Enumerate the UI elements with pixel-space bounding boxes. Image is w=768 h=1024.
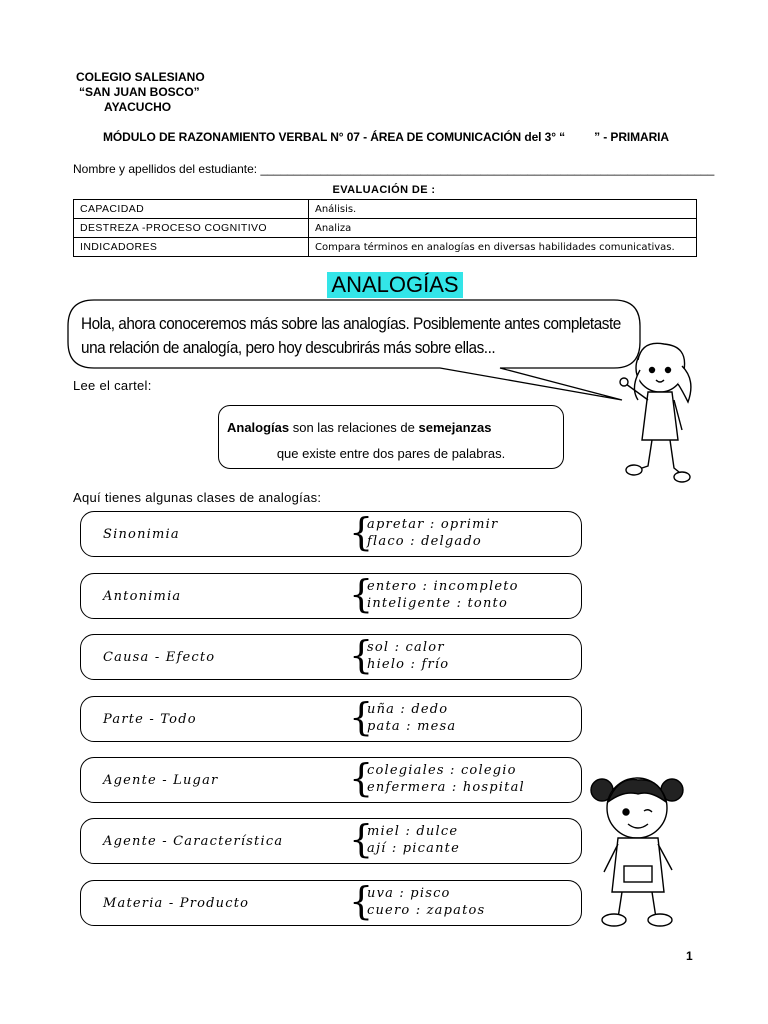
evaluation-heading: EVALUACIÓN DE :	[332, 184, 436, 196]
poster-line-1: Analogías son las relaciones de semejanzas	[227, 420, 492, 435]
example-2: ají : picante	[367, 841, 460, 856]
example-1: miel : dulce	[367, 824, 459, 839]
example-1: colegiales : colegio	[367, 763, 517, 778]
speech-bubble-text: Hola, ahora conoceremos más sobre las analogías. Posiblemente antes completaste una relación de analogía, pero hoy descubrirás más sobre ellas...	[81, 315, 621, 357]
class-name: Agente - Lugar	[103, 773, 219, 788]
table-value: Análisis.	[309, 200, 697, 219]
analogy-class-row	[80, 511, 582, 557]
table-key: INDICADORES	[74, 238, 309, 257]
school-name: COLEGIO SALESIANO	[76, 70, 205, 84]
school-city: AYACUCHO	[104, 100, 172, 114]
girl-illustration	[612, 340, 702, 490]
brace-icon: {	[349, 633, 374, 677]
brace-icon: {	[349, 817, 374, 861]
example-2: pata : mesa	[367, 719, 457, 734]
class-name: Materia - Producto	[103, 896, 250, 911]
analogy-class-row	[80, 757, 582, 803]
example-1: uña : dedo	[367, 702, 449, 717]
example-2: hielo : frío	[367, 657, 450, 672]
brace-icon: {	[349, 756, 374, 800]
brace-icon: {	[349, 510, 374, 554]
brace-icon: {	[349, 695, 374, 739]
example-1: sol : calor	[367, 640, 445, 655]
module-title: MÓDULO DE RAZONAMIENTO VERBAL N° 07 - ÁREA DE COMUNICACIÓN del 3° “ ” - PRIMARIA	[103, 130, 669, 144]
classes-intro: Aquí tienes algunas clases de analogías:	[73, 490, 322, 505]
page-number: 1	[686, 949, 693, 963]
table-key: DESTREZA -PROCESO COGNITIVO	[74, 219, 309, 238]
example-1: uva : pisco	[367, 886, 451, 901]
class-name: Parte - Todo	[103, 712, 197, 727]
class-name: Sinonimia	[103, 527, 180, 542]
example-2: enfermera : hospital	[367, 780, 525, 795]
table-value: Compara términos en analogías en diversas habilidades comunicativas.	[309, 238, 697, 257]
table-key: CAPACIDAD	[74, 200, 309, 219]
read-prompt: Lee el cartel:	[73, 378, 152, 393]
analogy-class-row	[80, 880, 582, 926]
class-name: Antonimia	[103, 589, 182, 604]
example-1: apretar : oprimir	[367, 517, 499, 532]
brace-icon: {	[349, 879, 374, 923]
class-name: Agente - Característica	[103, 834, 284, 849]
table-value: Analiza	[309, 219, 697, 238]
analogy-class-row	[80, 818, 582, 864]
example-2: inteligente : tonto	[367, 596, 508, 611]
example-2: cuero : zapatos	[367, 903, 486, 918]
poster-line-2: que existe entre dos pares de palabras.	[276, 446, 506, 461]
analogy-class-row	[80, 696, 582, 742]
analogy-class-row	[80, 573, 582, 619]
class-name: Causa - Efecto	[103, 650, 216, 665]
child-illustration	[588, 768, 688, 930]
definition-poster	[218, 405, 564, 469]
student-name-line: Nombre y apellidos del estudiante: ____________________________________________________________________	[73, 162, 715, 176]
school-subname: “SAN JUAN BOSCO”	[79, 85, 200, 99]
analogy-class-row	[80, 634, 582, 680]
page-title: ANALOGÍAS	[327, 272, 463, 298]
example-1: entero : incompleto	[367, 579, 519, 594]
brace-icon: {	[349, 572, 374, 616]
example-2: flaco : delgado	[367, 534, 482, 549]
